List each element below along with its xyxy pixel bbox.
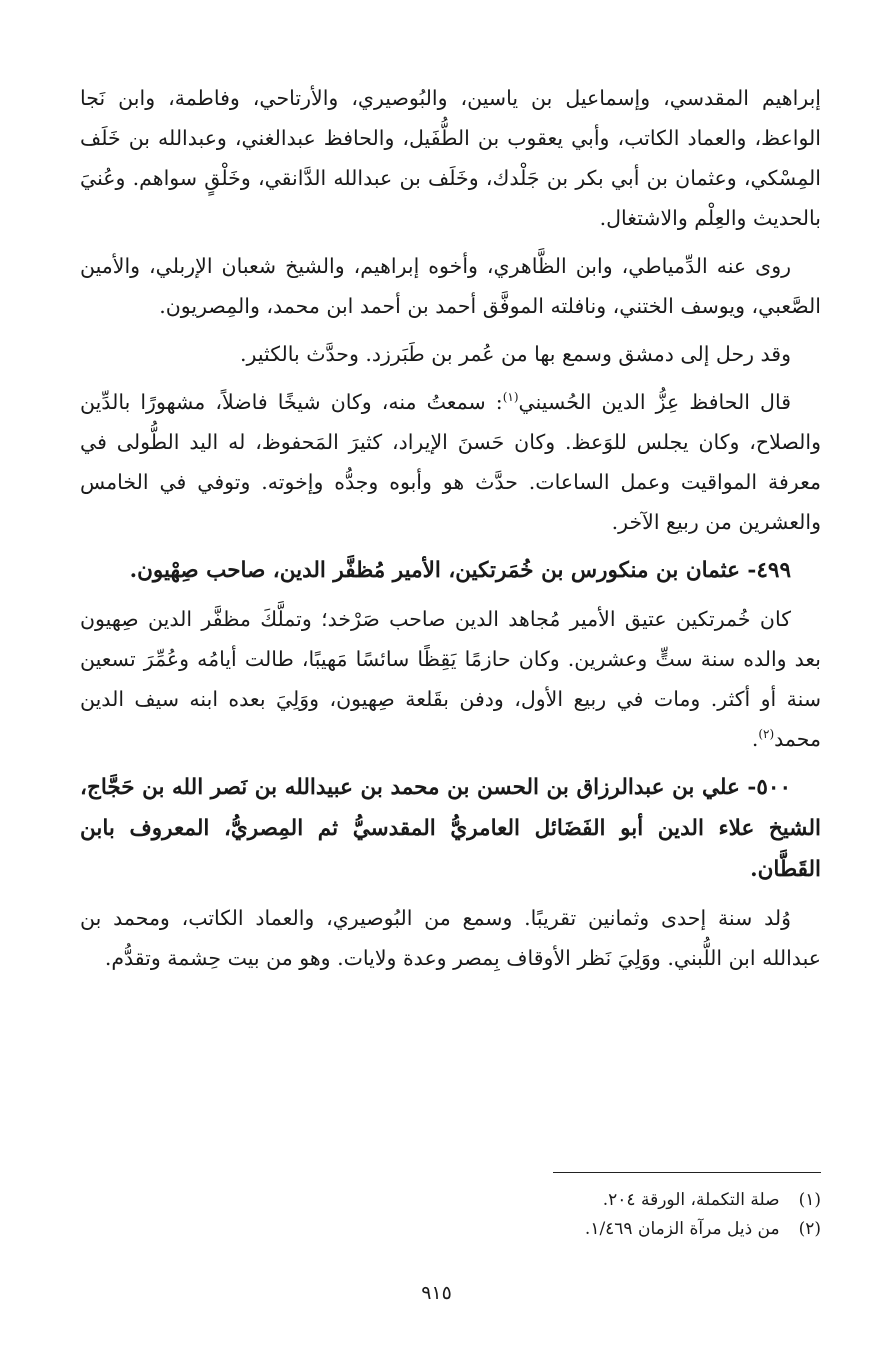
entry-heading-499: ٤٩٩- عثمان بن منكورس بن خُمَرتكين، الأمير مُظفَّر الدين، صاحب صِهْيون. xyxy=(129,558,791,583)
footnotes xyxy=(80,1186,821,1244)
footnote-number: (١) xyxy=(798,1190,821,1210)
footnote-2 xyxy=(80,1215,821,1244)
quote-text-start: قال الحافظ عِزُّ الدين الحُسيني xyxy=(518,390,791,414)
page-number: ٩١٥ xyxy=(421,1282,452,1304)
paragraph-narrators: روى عنه الدِّمياطي، وابن الظَّاهري، وأخوه إبراهيم، والشيخ شعبان الإربلي، والأمين الصَّعبي، ويوسف الختني، ونافلته الموفَّق أحمد بن أحمد ابن محمد، والمِصريون. xyxy=(80,254,821,318)
entry-499-end: . xyxy=(751,727,759,751)
paragraph-travel: وقد رحل إلى دمشق وسمع بها من عُمر بن طَبَرزد. وحدَّث بالكثير. xyxy=(240,342,791,366)
footnote-number: (٢) xyxy=(798,1219,821,1239)
footnote-text: من ذيل مرآة الزمان ١/٤٦٩. xyxy=(584,1219,780,1239)
entry-499-text: كان خُمرتكين عتيق الأمير مُجاهد الدين صاحب صَرْخد؛ وتملَّكَ مظفَّر الدين صِهيون بعد والده سنة ستٍّ وعشرين. وكان حازمًا يَقِظًا سائسًا مَهيبًا، طالت أيامُه وعُمِّرَ تسعين سنة أو أكثر. ومات في ربيع الأول، ودفن بقَلعة صِهيون، ووَلِيَ بعده ابنه سيف الدين محمد xyxy=(80,607,821,751)
quote-text-end: : سمعتُ منه، وكان شيخًا فاضلاً، مشهورًا بالدِّين والصلاح، وكان يجلس للوَعظ. وكان حَسنَ الإيراد، كثيرَ المَحفوظ، له اليد الطُّولى في معرفة المواقيت وعمل الساعات. حدَّث هو وأبوه وجدُّه وإخوته. وتوفي في الخامس والعشرين من ربيع الآخر. xyxy=(80,390,821,534)
paragraph-continued: إبراهيم المقدسي، وإسماعيل بن ياسين، والبُوصيري، والأرتاحي، وفاطمة، وابن نَجا الواعظ، والعماد الكاتب، وأبي يعقوب بن الطُّفَيل، والحافظ عبدالغني، وعبدالله بن خَلَف المِسْكي، وعثمان بن أبي بكر بن جَلْدك، وخَلَف بن عبدالله الدَّانقي، وخَلْقٍ سواهم. وعُنيَ بالحديث والعِلْم والاشتغال. xyxy=(80,86,821,230)
main-text xyxy=(80,78,821,986)
paragraph-entry-500: وُلد سنة إحدى وثمانين تقريبًا. وسمع من البُوصيري، والعماد الكاتب، ومحمد بن عبدالله ابن اللُّبني. ووَلِيَ نَظر الأوقاف بِمصر وعدة ولايات. وهو من بيت حِشمة وتقدُّم. xyxy=(80,906,821,970)
footnote-text: صلة التكملة، الورقة ٢٠٤. xyxy=(602,1190,780,1210)
footnote-1 xyxy=(80,1186,821,1215)
entry-heading-500: ٥٠٠- علي بن عبدالرزاق بن الحسن بن محمد بن عبيدالله بن نَصر الله بن حَجَّاج، الشيخ علاء الدين أبو الفَضَائل العامريُّ المقدسيُّ ثم المِصريُّ، المعروف بابن القَطَّان. xyxy=(80,775,821,882)
footnote-ref-1: (١) xyxy=(502,390,519,405)
footnote-separator xyxy=(553,1172,821,1173)
paragraph-entry-499 xyxy=(80,599,821,759)
footnote-ref-2: (٢) xyxy=(758,727,775,742)
paragraph-quote xyxy=(80,382,821,542)
